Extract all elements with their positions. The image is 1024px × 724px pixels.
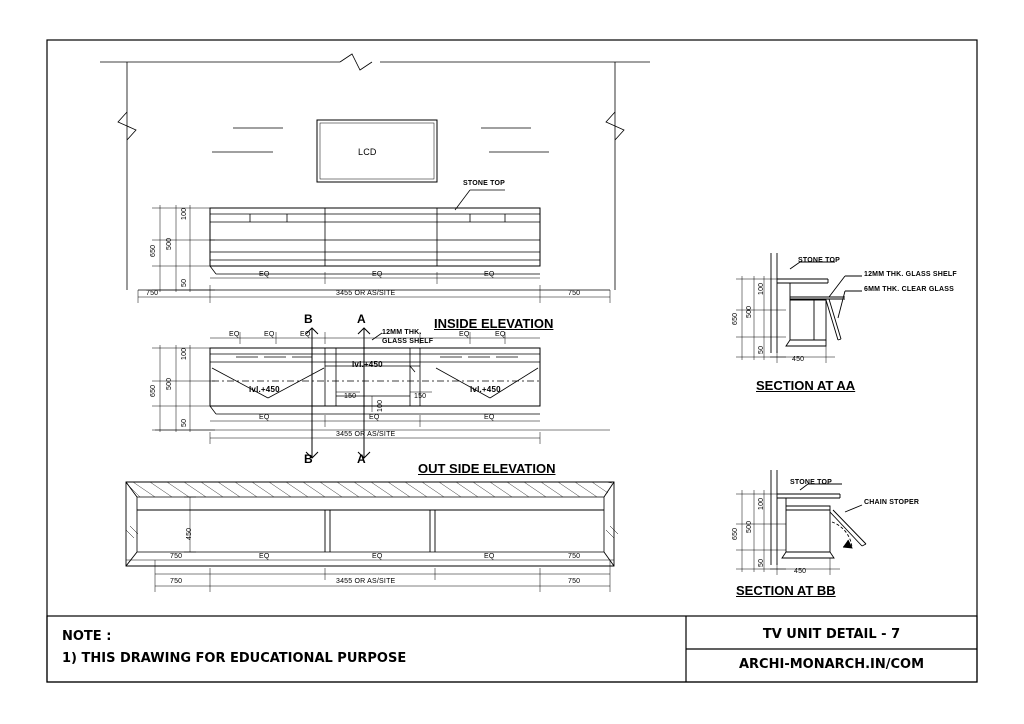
dim-bb-100: 100 [758,497,765,510]
dim-plan-row2-750-left: 750 [170,578,183,585]
dim-inside-500: 500 [166,237,173,250]
dim-aa-650: 650 [732,312,739,325]
dim-bb-450: 450 [794,568,807,575]
note-heading: NOTE : [62,629,112,644]
view-title-inside-elevation: INSIDE ELEVATION [434,316,554,331]
callout-stone-top-aa: STONE TOP [798,257,840,264]
dim-outside-650: 650 [150,384,157,397]
callout-glass-shelf-aa: 12MM THK. GLASS SHELF [864,271,957,278]
dim-inside-left-750: 750 [146,290,159,297]
dim-outside-top-eq-4: EQ [459,331,470,338]
dim-outside-inner-150-a: 150 [344,393,357,400]
level-label-left: lvl.+450 [249,385,280,394]
section-mark-a-bottom: A [357,452,366,466]
dim-plan-row1-eq-3: EQ [484,553,495,560]
callout-chain-stoper: CHAIN STOPER [864,499,920,506]
dim-outside-bot-eq-2: EQ [369,414,380,421]
section-mark-b-top: B [304,312,313,326]
callout-stone-top-inside: STONE TOP [463,180,505,187]
dim-outside-top-eq-2: EQ [264,331,275,338]
lcd-label: LCD [358,147,377,157]
dim-outside-top-eq-1: EQ [229,331,240,338]
callout-glass-thk: 12MM THK. [382,329,422,336]
dim-inside-50: 50 [181,278,188,287]
dim-outside-overall: 3455 OR AS/SITE [336,431,396,438]
drawing-title: TV UNIT DETAIL - 7 [762,627,901,642]
dim-outside-inner-100: 100 [377,399,384,412]
view-title-section-aa: SECTION AT AA [756,378,856,393]
dim-plan-row1-750-left: 750 [170,553,183,560]
dim-bb-50: 50 [758,558,765,567]
dim-inside-eq-2: EQ [372,271,383,278]
view-title-section-bb: SECTION AT BB [736,583,836,598]
dim-inside-eq-1: EQ [259,271,270,278]
dim-outside-bot-eq-3: EQ [484,414,495,421]
dim-aa-450: 450 [792,356,805,363]
level-label-center: lvl.+450 [352,360,383,369]
dim-inside-right-750: 750 [568,290,581,297]
dim-outside-100: 100 [181,347,188,360]
dim-inside-100: 100 [181,207,188,220]
dim-aa-50: 50 [758,345,765,354]
section-mark-b-bottom: B [304,452,313,466]
section-mark-a-top: A [357,312,366,326]
dim-bb-650: 650 [732,527,739,540]
dim-plan-row2-overall: 3455 OR AS/SITE [336,578,396,585]
website-label: ARCHI-MONARCH.IN/COM [738,657,924,672]
dim-inside-eq-3: EQ [484,271,495,278]
dim-outside-500: 500 [166,377,173,390]
dim-outside-50: 50 [181,418,188,427]
dim-bb-500: 500 [746,520,753,533]
dim-plan-row1-eq-1: EQ [259,553,270,560]
dim-inside-650: 650 [150,244,157,257]
dim-outside-top-eq-5: EQ [495,331,506,338]
dim-aa-100: 100 [758,282,765,295]
callout-clear-glass-aa: 6MM THK. CLEAR GLASS [864,286,954,293]
dim-plan-row1-eq-2: EQ [372,553,383,560]
dim-aa-500: 500 [746,305,753,318]
dim-inside-overall: 3455 OR AS/SITE [336,290,396,297]
dim-plan-row1-750-right: 750 [568,553,581,560]
dim-plan-row2-750-right: 750 [568,578,581,585]
dim-outside-inner-150-b: 150 [414,393,427,400]
dim-plan-450: 450 [186,527,193,540]
callout-stone-top-bb: STONE TOP [790,479,832,486]
view-title-outside-elevation: OUT SIDE ELEVATION [418,461,556,476]
dim-outside-bot-eq-1: EQ [259,414,270,421]
level-label-right: lvl.+450 [470,385,501,394]
dim-outside-top-eq-3: EQ [300,331,311,338]
note-line: 1) THIS DRAWING FOR EDUCATIONAL PURPOSE [62,651,407,666]
callout-glass-shelf: GLASS SHELF [382,338,434,345]
